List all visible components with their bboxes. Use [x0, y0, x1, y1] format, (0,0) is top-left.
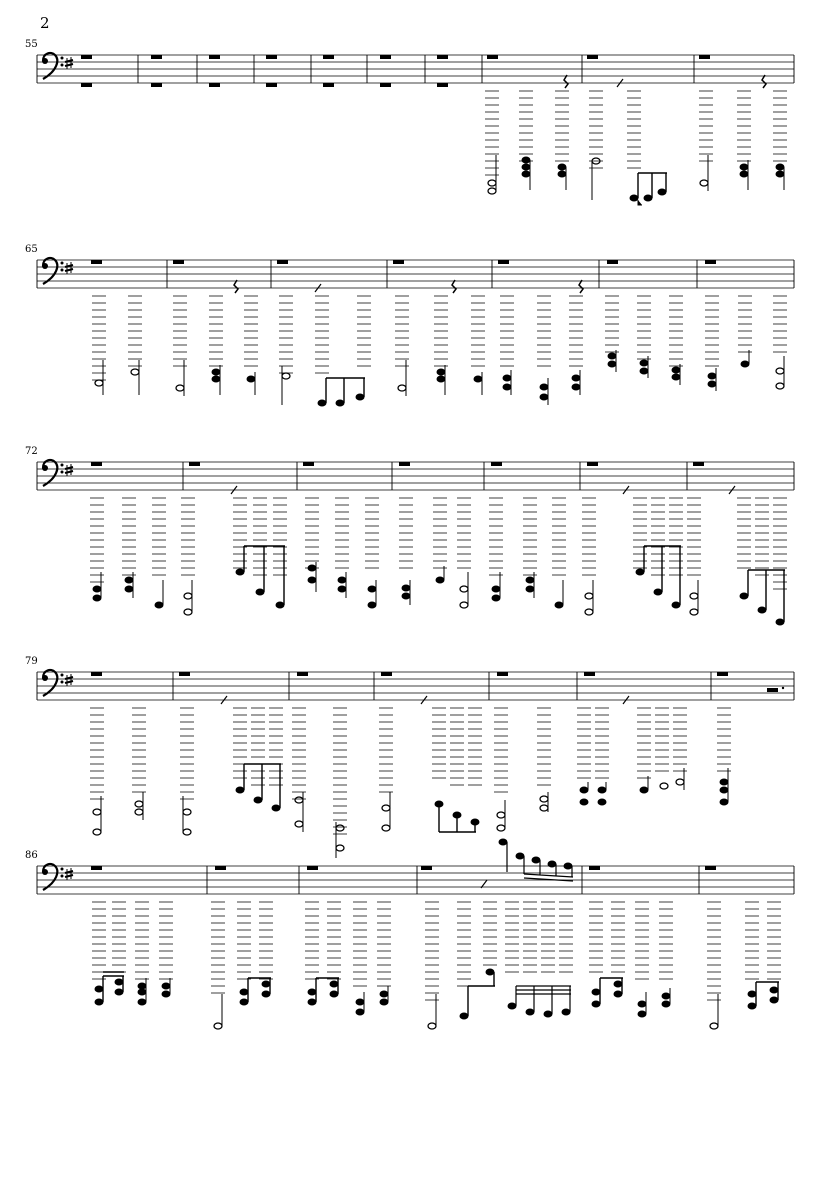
staff-lines — [37, 462, 794, 490]
staff-system — [25, 39, 794, 205]
measure-number: 55 — [25, 39, 38, 50]
sharp-icon — [65, 674, 73, 686]
whole-rests — [91, 866, 716, 870]
sharp-icon — [65, 262, 73, 274]
measure-number: 86 — [25, 850, 38, 861]
notes — [93, 696, 728, 858]
staff-system — [25, 244, 794, 406]
notes — [95, 839, 779, 1029]
measure-number: 65 — [25, 244, 38, 255]
whole-rests — [91, 672, 784, 692]
bass-clef-icon — [42, 53, 64, 79]
staff-lines — [37, 55, 794, 83]
staff-lines — [37, 672, 794, 700]
staff-system — [25, 446, 794, 625]
bass-clef-icon — [42, 460, 64, 486]
staff-system — [25, 656, 794, 858]
measure-number: 72 — [25, 446, 38, 457]
staff-system — [25, 839, 794, 1029]
sharp-icon — [65, 464, 73, 476]
ledger-columns — [92, 296, 787, 380]
ledger-columns — [90, 498, 787, 589]
ledger-columns — [92, 902, 781, 1000]
notes — [95, 280, 784, 406]
staff-lines — [37, 866, 794, 894]
staff-lines — [37, 260, 794, 288]
sharp-icon — [65, 57, 73, 69]
sharp-icon — [65, 868, 73, 880]
bass-clef-icon — [42, 258, 64, 284]
bass-clef-icon — [42, 864, 64, 890]
measure-number: 79 — [25, 656, 38, 667]
whole-rests — [81, 55, 710, 87]
bass-clef-icon — [42, 670, 64, 696]
notes — [93, 486, 785, 625]
page-number: 2 — [40, 14, 50, 32]
whole-rests — [91, 260, 716, 264]
